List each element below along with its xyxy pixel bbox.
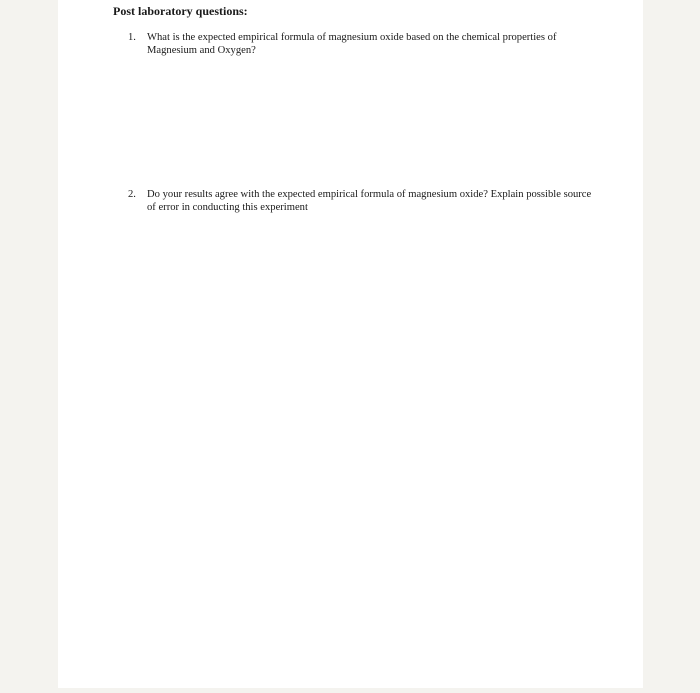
question-1-number: 1. [128, 32, 136, 43]
question-2-number: 2. [128, 189, 136, 200]
question-1-text: What is the expected empirical formula of magnesium oxide based on the chemical properties of Magnesium and Oxygen? [147, 32, 557, 56]
question-2-text: Do your results agree with the expected empirical formula of magnesium oxide? Explain possible source of error in conducting this experiment [147, 189, 592, 213]
question-1 [128, 31, 598, 57]
document-page [58, 0, 643, 688]
question-2 [128, 188, 598, 214]
section-heading: Post laboratory questions: [113, 4, 248, 18]
